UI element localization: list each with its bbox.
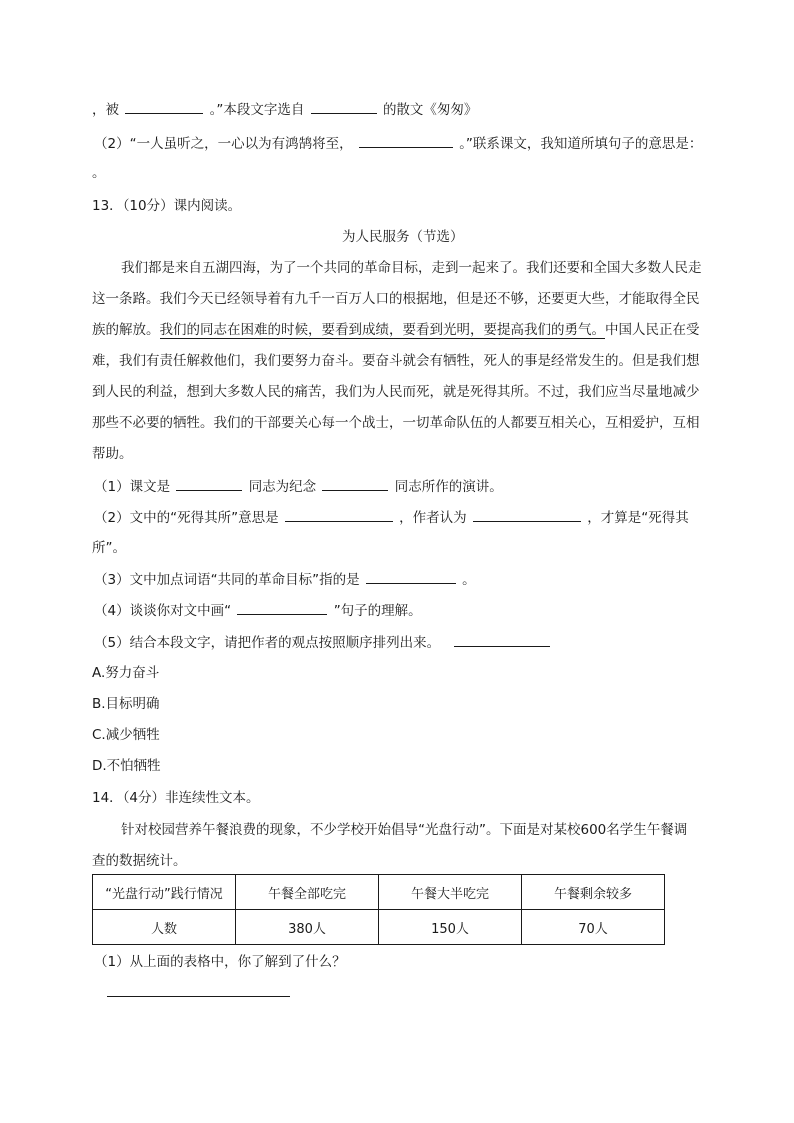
table-cell: 人数 <box>93 910 236 945</box>
q13-sub3-a: （3）文中加点词语“共同的革命目标”指的是 <box>94 572 360 588</box>
passage-line-7: 帮助。 <box>92 446 133 462</box>
q13-sub2-cont: 所”。 <box>92 540 126 556</box>
table-header-cell: 午餐大半吃完 <box>379 875 522 910</box>
q13-sub5 <box>94 632 552 653</box>
q12-part2-text-b: 。”联系课文，我知道所填句子的意思是： <box>459 136 703 152</box>
q12-part2-end: 。 <box>92 165 106 181</box>
underlined-sentence: 我们的同志在困难的时候，要看到成绩，要看到光明，要提高我们的勇气。 <box>159 322 605 338</box>
q13-heading <box>92 196 241 216</box>
q12-text-a: ，被 <box>92 102 119 118</box>
passage-line-1: 我们都是来自五湖四海，为了一个共同的革命目标，走到一起来了。我们还要和全国大多数人民走 <box>121 260 702 276</box>
q13-number: 13． <box>92 198 123 214</box>
q12-blank-2[interactable] <box>311 99 377 114</box>
q13-sub4-b: ”句子的理解。 <box>333 603 422 619</box>
passage-line-2: 这一条路。我们今天已经领导着有九千一百万人口的根据地，但是还不够，还要更大些，才能取得全民 <box>92 291 700 307</box>
table-cell: 150人 <box>379 910 522 945</box>
q13-sub1-blank-2[interactable] <box>322 476 388 491</box>
q12-line1 <box>92 99 477 120</box>
q13-sub1-blank-1[interactable] <box>176 476 242 491</box>
q14-intro-line-2: 查的数据统计。 <box>92 853 187 869</box>
table-header-cell: 午餐全部吃完 <box>236 875 379 910</box>
q14-number: 14． <box>92 790 123 806</box>
passage-line-6: 那些不必要的牺牲。我们的干部要关心每一个战士，一切革命队伍的人都要互相关心，互相爱护，互相 <box>92 415 700 431</box>
q13-sub2-blank-2[interactable] <box>473 507 581 522</box>
table-cell: 70人 <box>522 910 665 945</box>
q12-part2-blank[interactable] <box>359 133 453 148</box>
q13-sub2-c: ，才算是“死得其 <box>587 510 689 526</box>
q12-text-b: 。”本段文字选自 <box>209 102 305 118</box>
q13-sub1-c: 同志所作的演讲。 <box>394 479 503 495</box>
q12-part2 <box>94 133 702 154</box>
table-header-row <box>93 875 665 910</box>
q13-sub2-blank-1[interactable] <box>285 507 393 522</box>
q13-sub1 <box>94 476 503 497</box>
q13-sub3-blank[interactable] <box>366 569 456 584</box>
option-b: B.目标明确 <box>92 696 160 712</box>
q13-sub3-b: 。 <box>462 572 476 588</box>
q12-part2-text-a: （2）“一人虽听之，一心以为有鸿鹄将至， <box>94 136 353 152</box>
q13-sub4 <box>94 600 422 621</box>
option-d: D.不怕牺牲 <box>92 758 161 774</box>
table-header-cell: “光盘行动”践行情况 <box>93 875 236 910</box>
lunch-survey-table <box>92 874 665 945</box>
q13-stem: （10分）课内阅读。 <box>122 198 242 214</box>
q13-passage-title: 为人民服务（节选） <box>342 229 464 245</box>
q13-sub2-b: ，作者认为 <box>399 510 467 526</box>
option-c: C.减少牺牲 <box>92 727 160 743</box>
option-a: A.努力奋斗 <box>92 665 160 681</box>
q13-sub1-b: 同志为纪念 <box>248 479 317 495</box>
q13-sub2-a: （2）文中的“死得其所”意思是 <box>94 510 279 526</box>
q12-blank-1[interactable] <box>125 99 203 114</box>
passage-line-3 <box>92 320 700 340</box>
q13-sub5-a: （5）结合本段文字，请把作者的观点按照顺序排列出来。 <box>94 635 441 651</box>
q13-sub4-a: （4）谈谈你对文中画“ <box>94 603 232 619</box>
passage-line-4: 难，我们有责任解救他们，我们要努力奋斗。要奋斗就会有牺牲，死人的事是经常发生的。但是我们想 <box>92 353 700 369</box>
q14-intro-line-1: 针对校园营养午餐浪费的现象，不少学校开始倡导“光盘行动”。下面是对某校600名学生午餐调 <box>121 822 688 838</box>
q13-sub1-a: （1）课文是 <box>94 479 171 495</box>
q14-answer-line[interactable] <box>107 996 290 997</box>
q14-sub1: （1）从上面的表格中，你了解到了什么？ <box>94 954 346 970</box>
q12-text-c: 的散文《匆匆》 <box>382 102 478 118</box>
table-header-cell: 午餐剩余较多 <box>522 875 665 910</box>
q13-sub2 <box>94 507 689 528</box>
passage-line-5: 到人民的利益，想到大多数人民的痛苦，我们为人民而死，就是死得其所。不过，我们应当尽量地减少 <box>92 384 700 400</box>
table-row <box>93 910 665 945</box>
q14-stem: （4分）非连续性文本。 <box>122 790 260 806</box>
passage-line-3-b: 中国人民正在受 <box>605 322 700 338</box>
q13-sub4-blank[interactable] <box>237 600 327 615</box>
q14-heading <box>92 788 260 808</box>
q13-sub5-blank[interactable] <box>454 632 550 647</box>
table-cell: 380人 <box>236 910 379 945</box>
passage-line-3-a: 族的解放。 <box>92 322 160 338</box>
q13-sub3 <box>94 569 476 590</box>
